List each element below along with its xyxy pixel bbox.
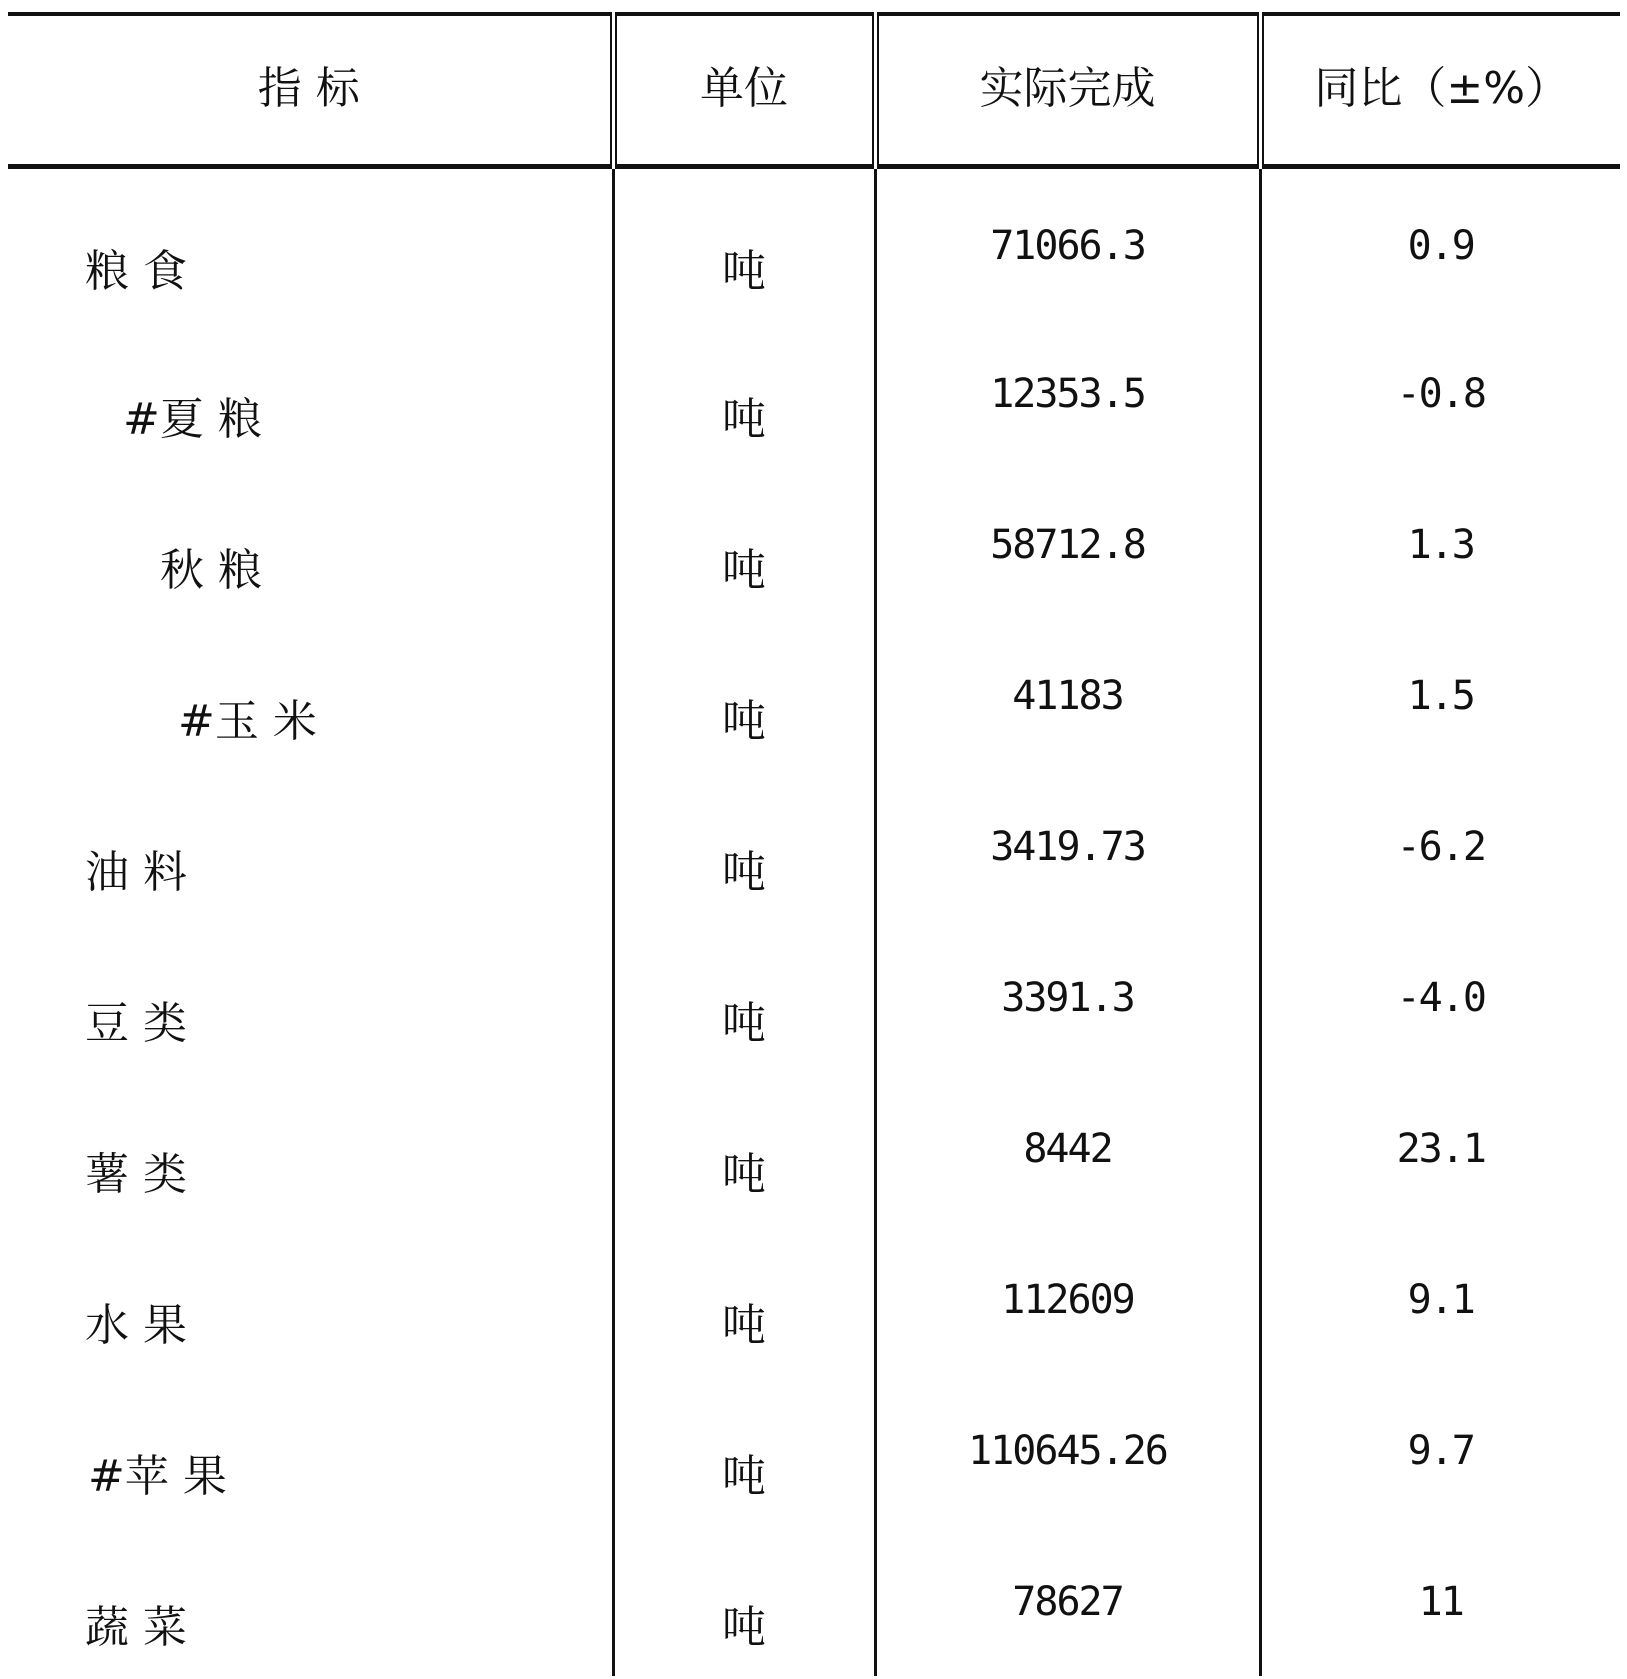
header-unit	[613, 14, 875, 166]
table-row	[8, 921, 1620, 1072]
table-row	[8, 1072, 1620, 1223]
yoy-value: 11	[1260, 1525, 1620, 1676]
yoy-value: 1.5	[1260, 619, 1620, 770]
indicator-name: 水 果	[85, 1300, 187, 1351]
table-row	[8, 770, 1620, 921]
table-row	[8, 1525, 1620, 1676]
header-indicator-label: 指 标	[257, 62, 360, 114]
table-row	[8, 1223, 1620, 1374]
table-body	[8, 166, 1620, 1676]
header-indicator	[8, 14, 613, 166]
indicator-name: #苹 果	[88, 1451, 227, 1502]
yoy-value: 0.9	[1260, 166, 1620, 317]
unit-cell: 吨	[613, 1374, 875, 1525]
actual-value: 41183	[875, 619, 1260, 770]
indicator-name: #玉 米	[178, 696, 317, 747]
actual-value: 112609	[875, 1223, 1260, 1374]
indicator-name: 豆 类	[85, 998, 187, 1049]
production-stats-table	[8, 12, 1620, 1676]
unit-cell: 吨	[613, 921, 875, 1072]
actual-value: 12353.5	[875, 317, 1260, 468]
indicator-name: 粮 食	[85, 245, 187, 297]
indicator-name: #夏 粮	[123, 394, 262, 445]
header-actual-label: 实际完成	[979, 62, 1156, 114]
actual-value: 78627	[875, 1525, 1260, 1676]
actual-value: 3391.3	[875, 921, 1260, 1072]
unit-cell: 吨	[613, 1072, 875, 1223]
header-yoy	[1260, 14, 1620, 166]
header-yoy-label: 同比（±%）	[1314, 62, 1570, 114]
header-row	[8, 14, 1620, 166]
indicator-name: 秋 粮	[160, 545, 262, 596]
table-row	[8, 317, 1620, 468]
unit-cell: 吨	[613, 317, 875, 468]
actual-value: 8442	[875, 1072, 1260, 1223]
actual-value: 58712.8	[875, 468, 1260, 619]
indicator-name: 蔬 菜	[85, 1602, 187, 1653]
unit-cell: 吨	[613, 1223, 875, 1374]
actual-value: 110645.26	[875, 1374, 1260, 1525]
yoy-value: -6.2	[1260, 770, 1620, 921]
actual-value: 3419.73	[875, 770, 1260, 921]
yoy-value: 1.3	[1260, 468, 1620, 619]
unit-cell: 吨	[613, 1525, 875, 1676]
actual-value: 71066.3	[875, 166, 1260, 317]
unit-cell: 吨	[613, 770, 875, 921]
table-row	[8, 468, 1620, 619]
table-row	[8, 619, 1620, 770]
table-row	[8, 166, 1620, 317]
header-actual	[875, 14, 1260, 166]
table-row	[8, 1374, 1620, 1525]
unit-cell: 吨	[613, 619, 875, 770]
yoy-value: 9.1	[1260, 1223, 1620, 1374]
unit-cell: 吨	[613, 468, 875, 619]
yoy-value: 9.7	[1260, 1374, 1620, 1525]
indicator-name: 油 料	[85, 847, 187, 898]
yoy-value: -4.0	[1260, 921, 1620, 1072]
table-header	[8, 14, 1620, 166]
yoy-value: 23.1	[1260, 1072, 1620, 1223]
header-unit-label: 单位	[700, 62, 788, 114]
yoy-value: -0.8	[1260, 317, 1620, 468]
indicator-name: 薯 类	[85, 1149, 187, 1200]
unit-cell: 吨	[613, 166, 875, 317]
